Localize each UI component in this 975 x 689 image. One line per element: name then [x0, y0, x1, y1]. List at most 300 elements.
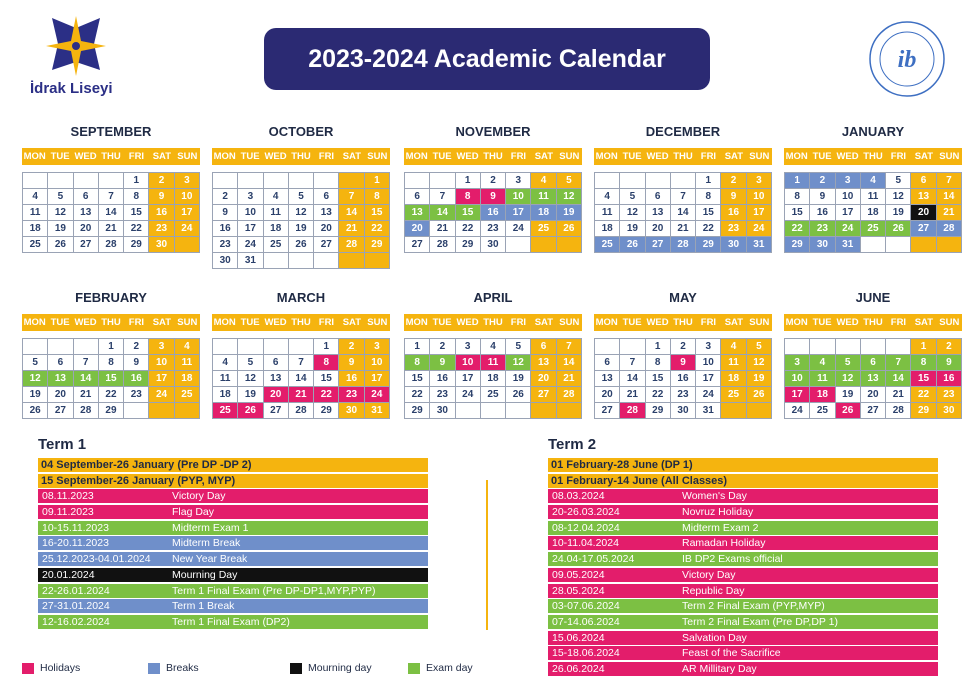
event-row — [548, 505, 938, 519]
day-cell — [531, 403, 556, 419]
day-cell: 13 — [405, 205, 430, 221]
day-cell: 9 — [339, 355, 364, 371]
weekday-label: MON — [405, 317, 428, 328]
legend-label: Mourning day — [308, 662, 372, 674]
month-november — [404, 122, 582, 253]
legend-item — [148, 662, 199, 674]
day-cell: 25 — [595, 237, 620, 253]
day-cell: 18 — [595, 221, 620, 237]
legend-item — [408, 662, 473, 674]
day-cell: 19 — [289, 221, 314, 237]
day-cell: 4 — [861, 173, 886, 189]
day-cell: 20 — [861, 387, 886, 403]
event-date: 09.05.2024 — [552, 568, 605, 581]
day-cell: 24 — [696, 387, 721, 403]
day-cell: 16 — [481, 205, 506, 221]
event-label: Term 2 Final Exam (Pre DP,DP 1) — [682, 615, 838, 628]
weekday-label: THU — [863, 317, 883, 328]
day-cell: 3 — [456, 339, 481, 355]
day-cell: 4 — [175, 339, 200, 355]
weekday-label: FRI — [700, 317, 717, 328]
day-cell: 1 — [646, 339, 671, 355]
day-cell: 10 — [747, 189, 772, 205]
day-cell: 28 — [671, 237, 696, 253]
day-cell: 21 — [99, 221, 124, 237]
day-cell: 22 — [99, 387, 124, 403]
term-divider — [486, 480, 488, 630]
day-cell — [238, 339, 263, 355]
weekday-label: FRI — [890, 151, 907, 162]
day-cell: 27 — [646, 237, 671, 253]
event-label: Ramadan Holiday — [682, 537, 766, 550]
day-cell: 19 — [48, 221, 73, 237]
day-cell — [264, 253, 289, 269]
event-label: Term 2 Final Exam (PYP,MYP) — [682, 600, 825, 613]
weekday-label: WED — [456, 317, 479, 328]
day-cell — [213, 173, 238, 189]
day-cell: 25 — [721, 387, 746, 403]
day-cell: 25 — [531, 221, 556, 237]
event-date: 25.12.2023-04.01.2024 — [42, 553, 151, 566]
day-cell: 1 — [314, 339, 339, 355]
day-cell: 14 — [99, 205, 124, 221]
day-cell — [149, 403, 174, 419]
event-row — [38, 568, 428, 582]
day-cell: 11 — [531, 189, 556, 205]
day-cell: 19 — [238, 387, 263, 403]
day-cell — [48, 173, 73, 189]
day-cell: 24 — [785, 403, 810, 419]
day-cell: 11 — [595, 205, 620, 221]
weekday-header — [784, 148, 962, 165]
day-cell: 14 — [289, 371, 314, 387]
day-cell: 3 — [696, 339, 721, 355]
event-row — [548, 552, 938, 566]
weekday-label: SAT — [914, 317, 933, 328]
day-cell: 11 — [861, 189, 886, 205]
day-cell: 15 — [405, 371, 430, 387]
day-cell: 26 — [23, 403, 48, 419]
day-cell: 29 — [456, 237, 481, 253]
day-cell: 9 — [149, 189, 174, 205]
day-cell: 16 — [671, 371, 696, 387]
day-cell: 29 — [696, 237, 721, 253]
weekday-label: SAT — [152, 317, 171, 328]
day-cell: 14 — [557, 355, 582, 371]
weekday-label: WED — [646, 151, 669, 162]
page-title: 2023-2024 Academic Calendar — [264, 28, 710, 90]
day-cell: 14 — [430, 205, 455, 221]
event-date: 26.06.2024 — [552, 662, 605, 675]
day-cell: 21 — [430, 221, 455, 237]
day-cell: 24 — [149, 387, 174, 403]
day-cell: 9 — [481, 189, 506, 205]
day-cell: 6 — [74, 189, 99, 205]
event-row — [548, 536, 938, 550]
day-cell — [531, 237, 556, 253]
event-row — [38, 489, 428, 503]
day-cell: 27 — [531, 387, 556, 403]
day-cell: 8 — [646, 355, 671, 371]
day-cell — [48, 339, 73, 355]
month-january — [784, 122, 962, 253]
day-cell: 21 — [886, 387, 911, 403]
event-row — [548, 584, 938, 598]
weekday-label: SAT — [534, 151, 553, 162]
day-cell: 21 — [557, 371, 582, 387]
weekday-label: FRI — [128, 151, 145, 162]
day-cell: 10 — [456, 355, 481, 371]
day-cell: 22 — [365, 221, 390, 237]
day-cell — [23, 173, 48, 189]
day-cell: 20 — [911, 205, 936, 221]
weekday-label: WED — [646, 317, 669, 328]
day-cell: 15 — [696, 205, 721, 221]
event-date: 12-16.02.2024 — [42, 615, 110, 628]
month-name: APRIL — [473, 290, 513, 305]
event-row — [38, 599, 428, 613]
month-name: JANUARY — [841, 124, 905, 139]
day-cell — [213, 339, 238, 355]
weekday-label: SUN — [177, 317, 198, 328]
day-cell: 21 — [671, 221, 696, 237]
svg-text:ib: ib — [897, 47, 917, 73]
day-cell: 5 — [557, 173, 582, 189]
day-cell: 3 — [506, 173, 531, 189]
day-cell — [595, 173, 620, 189]
month-october — [212, 122, 390, 269]
day-cell: 11 — [481, 355, 506, 371]
day-cell: 15 — [314, 371, 339, 387]
weekday-label: WED — [74, 317, 97, 328]
day-cell: 23 — [339, 387, 364, 403]
day-cell: 15 — [124, 205, 149, 221]
day-cell: 2 — [430, 339, 455, 355]
weekday-label: TUE — [432, 151, 452, 162]
day-cell: 30 — [430, 403, 455, 419]
day-cell: 22 — [911, 387, 936, 403]
day-cell: 17 — [836, 205, 861, 221]
day-cell: 9 — [213, 205, 238, 221]
weekday-label: SAT — [724, 317, 743, 328]
day-cell: 8 — [99, 355, 124, 371]
day-cell — [671, 173, 696, 189]
day-cell: 24 — [238, 237, 263, 253]
event-row — [38, 521, 428, 535]
event-row — [38, 615, 428, 629]
day-cell: 10 — [175, 189, 200, 205]
day-cell: 13 — [861, 371, 886, 387]
day-cell: 17 — [149, 371, 174, 387]
day-cell: 26 — [747, 387, 772, 403]
weekday-label: SUN — [177, 151, 198, 162]
day-cell: 6 — [595, 355, 620, 371]
day-cell: 13 — [646, 205, 671, 221]
day-cell: 28 — [937, 221, 962, 237]
weekday-label: TUE — [812, 151, 832, 162]
day-cell: 23 — [810, 221, 835, 237]
day-cell: 5 — [289, 189, 314, 205]
event-label: Victory Day — [172, 490, 226, 503]
day-cell: 30 — [721, 237, 746, 253]
day-cell: 26 — [886, 221, 911, 237]
day-cell: 8 — [405, 355, 430, 371]
term-period-label: 04 September-26 January (Pre DP -DP 2) — [41, 459, 252, 471]
day-cell: 28 — [620, 403, 645, 419]
day-cell: 12 — [620, 205, 645, 221]
day-cell — [175, 403, 200, 419]
day-cell: 29 — [124, 237, 149, 253]
legend-item — [290, 662, 372, 674]
day-cell: 7 — [937, 173, 962, 189]
day-cell: 15 — [99, 371, 124, 387]
day-cell — [124, 403, 149, 419]
day-cell: 12 — [886, 189, 911, 205]
day-cell: 18 — [23, 221, 48, 237]
day-cell: 9 — [810, 189, 835, 205]
weekday-label: THU — [483, 151, 503, 162]
day-cell: 28 — [74, 403, 99, 419]
weekday-label: THU — [101, 317, 121, 328]
day-cell: 19 — [886, 205, 911, 221]
event-label: Novruz Holiday — [682, 506, 754, 519]
event-date: 15-18.06.2024 — [552, 647, 620, 660]
event-date: 08.11.2023 — [42, 490, 94, 503]
weekday-header — [212, 314, 390, 331]
month-name: JUNE — [855, 290, 891, 305]
day-cell: 18 — [531, 205, 556, 221]
day-cell: 12 — [48, 205, 73, 221]
day-cell: 1 — [365, 173, 390, 189]
day-cell: 2 — [481, 173, 506, 189]
day-cell: 22 — [405, 387, 430, 403]
day-cell: 13 — [314, 205, 339, 221]
weekday-label: SUN — [559, 151, 580, 162]
day-cell: 1 — [405, 339, 430, 355]
legend-label: Breaks — [166, 662, 199, 674]
day-cell: 14 — [671, 205, 696, 221]
day-cell: 13 — [595, 371, 620, 387]
day-cell: 30 — [937, 403, 962, 419]
weekday-label: MON — [785, 317, 808, 328]
day-cell: 21 — [937, 205, 962, 221]
day-cell: 19 — [836, 387, 861, 403]
day-cell: 2 — [810, 173, 835, 189]
event-date: 03-07.06.2024 — [552, 600, 620, 613]
day-cell: 18 — [213, 387, 238, 403]
event-label: Salvation Day — [682, 631, 747, 644]
day-cell: 28 — [886, 403, 911, 419]
day-cell: 10 — [836, 189, 861, 205]
day-cell: 19 — [620, 221, 645, 237]
day-cell — [620, 339, 645, 355]
day-cell: 20 — [531, 371, 556, 387]
day-cell: 3 — [365, 339, 390, 355]
event-label: IB DP2 Exams official — [682, 553, 783, 566]
day-cell: 22 — [456, 221, 481, 237]
day-cell: 2 — [937, 339, 962, 355]
event-row — [38, 552, 428, 566]
month-september — [22, 122, 200, 253]
day-cell — [264, 173, 289, 189]
weekday-label: SAT — [152, 151, 171, 162]
day-cell: 17 — [747, 205, 772, 221]
month-name: NOVEMBER — [455, 124, 531, 139]
day-cell: 4 — [264, 189, 289, 205]
day-cell: 18 — [861, 205, 886, 221]
day-cell: 4 — [721, 339, 746, 355]
day-cell: 17 — [696, 371, 721, 387]
month-june — [784, 288, 962, 419]
day-grid — [22, 172, 200, 253]
month-name: DECEMBER — [645, 124, 721, 139]
day-cell: 26 — [620, 237, 645, 253]
weekday-label: MON — [213, 151, 236, 162]
weekday-label: WED — [264, 317, 287, 328]
day-cell — [836, 339, 861, 355]
day-cell: 6 — [314, 189, 339, 205]
day-cell: 7 — [99, 189, 124, 205]
day-cell — [481, 403, 506, 419]
event-date: 27-31.01.2024 — [42, 600, 110, 613]
weekday-label: FRI — [890, 317, 907, 328]
day-cell: 6 — [264, 355, 289, 371]
day-cell: 27 — [405, 237, 430, 253]
day-cell: 23 — [671, 387, 696, 403]
day-cell: 7 — [74, 355, 99, 371]
term-period-row — [38, 458, 428, 472]
event-row — [548, 599, 938, 613]
event-date: 20.01.2024 — [42, 568, 95, 581]
weekday-label: TUE — [812, 317, 832, 328]
event-date: 24.04-17.05.2024 — [552, 553, 635, 566]
day-cell: 8 — [785, 189, 810, 205]
day-cell: 23 — [721, 221, 746, 237]
day-cell: 22 — [124, 221, 149, 237]
day-cell: 24 — [747, 221, 772, 237]
day-cell: 25 — [264, 237, 289, 253]
weekday-label: FRI — [128, 317, 145, 328]
event-date: 10-11.04.2024 — [552, 537, 619, 550]
day-cell: 16 — [149, 205, 174, 221]
day-grid — [784, 338, 962, 419]
weekday-label: TUE — [432, 317, 452, 328]
day-cell: 12 — [506, 355, 531, 371]
day-cell: 30 — [671, 403, 696, 419]
event-label: AR Millitary Day — [682, 662, 757, 675]
day-cell: 25 — [23, 237, 48, 253]
day-cell: 6 — [861, 355, 886, 371]
event-date: 20-26.03.2024 — [552, 506, 620, 519]
day-cell — [937, 237, 962, 253]
weekday-label: SUN — [939, 151, 960, 162]
day-cell: 18 — [481, 371, 506, 387]
day-cell: 23 — [481, 221, 506, 237]
day-cell: 20 — [264, 387, 289, 403]
weekday-label: TUE — [240, 317, 260, 328]
day-cell: 2 — [149, 173, 174, 189]
day-cell: 23 — [937, 387, 962, 403]
day-cell: 9 — [721, 189, 746, 205]
day-cell: 16 — [213, 221, 238, 237]
day-cell — [810, 339, 835, 355]
day-cell: 15 — [456, 205, 481, 221]
day-cell: 11 — [213, 371, 238, 387]
day-cell — [861, 237, 886, 253]
day-cell — [238, 173, 263, 189]
day-cell — [264, 339, 289, 355]
weekday-label: MON — [595, 317, 618, 328]
day-cell: 10 — [506, 189, 531, 205]
day-cell: 1 — [456, 173, 481, 189]
day-cell: 24 — [836, 221, 861, 237]
day-cell — [314, 173, 339, 189]
weekday-label: SUN — [749, 151, 770, 162]
event-date: 16-20.11.2023 — [42, 537, 109, 550]
day-cell: 1 — [785, 173, 810, 189]
day-cell: 16 — [810, 205, 835, 221]
weekday-label: MON — [595, 151, 618, 162]
day-cell: 19 — [23, 387, 48, 403]
legend-label: Exam day — [426, 662, 473, 674]
event-label: Midterm Exam 2 — [682, 521, 759, 534]
day-cell: 6 — [911, 173, 936, 189]
weekday-label: TUE — [240, 151, 260, 162]
day-cell: 16 — [430, 371, 455, 387]
day-cell: 8 — [911, 355, 936, 371]
day-cell: 5 — [886, 173, 911, 189]
day-cell — [886, 237, 911, 253]
day-cell: 27 — [48, 403, 73, 419]
day-cell: 31 — [365, 403, 390, 419]
day-cell: 14 — [339, 205, 364, 221]
weekday-label: SAT — [724, 151, 743, 162]
event-label: New Year Break — [172, 553, 248, 566]
day-cell: 9 — [671, 355, 696, 371]
day-cell — [314, 253, 339, 269]
legend-swatch — [408, 663, 420, 674]
day-cell: 19 — [557, 205, 582, 221]
day-cell: 8 — [456, 189, 481, 205]
day-cell — [339, 253, 364, 269]
day-cell: 7 — [339, 189, 364, 205]
ib-world-school-seal-icon — [868, 20, 946, 98]
term2-events — [548, 458, 938, 678]
event-date: 08-12.04.2024 — [552, 521, 620, 534]
day-cell: 5 — [620, 189, 645, 205]
day-cell: 20 — [74, 221, 99, 237]
day-cell: 15 — [646, 371, 671, 387]
event-row — [38, 505, 428, 519]
day-cell: 5 — [238, 355, 263, 371]
day-cell: 16 — [339, 371, 364, 387]
weekday-label: WED — [836, 317, 859, 328]
day-cell: 26 — [238, 403, 263, 419]
weekday-header — [22, 314, 200, 331]
day-cell: 17 — [175, 205, 200, 221]
event-row — [548, 489, 938, 503]
event-row — [38, 584, 428, 598]
month-name: MARCH — [276, 290, 326, 305]
day-cell — [911, 237, 936, 253]
day-cell: 15 — [911, 371, 936, 387]
legend-swatch — [22, 663, 34, 674]
day-cell: 12 — [238, 371, 263, 387]
day-cell: 13 — [531, 355, 556, 371]
day-cell: 15 — [785, 205, 810, 221]
weekday-header — [22, 148, 200, 165]
day-grid — [404, 172, 582, 253]
